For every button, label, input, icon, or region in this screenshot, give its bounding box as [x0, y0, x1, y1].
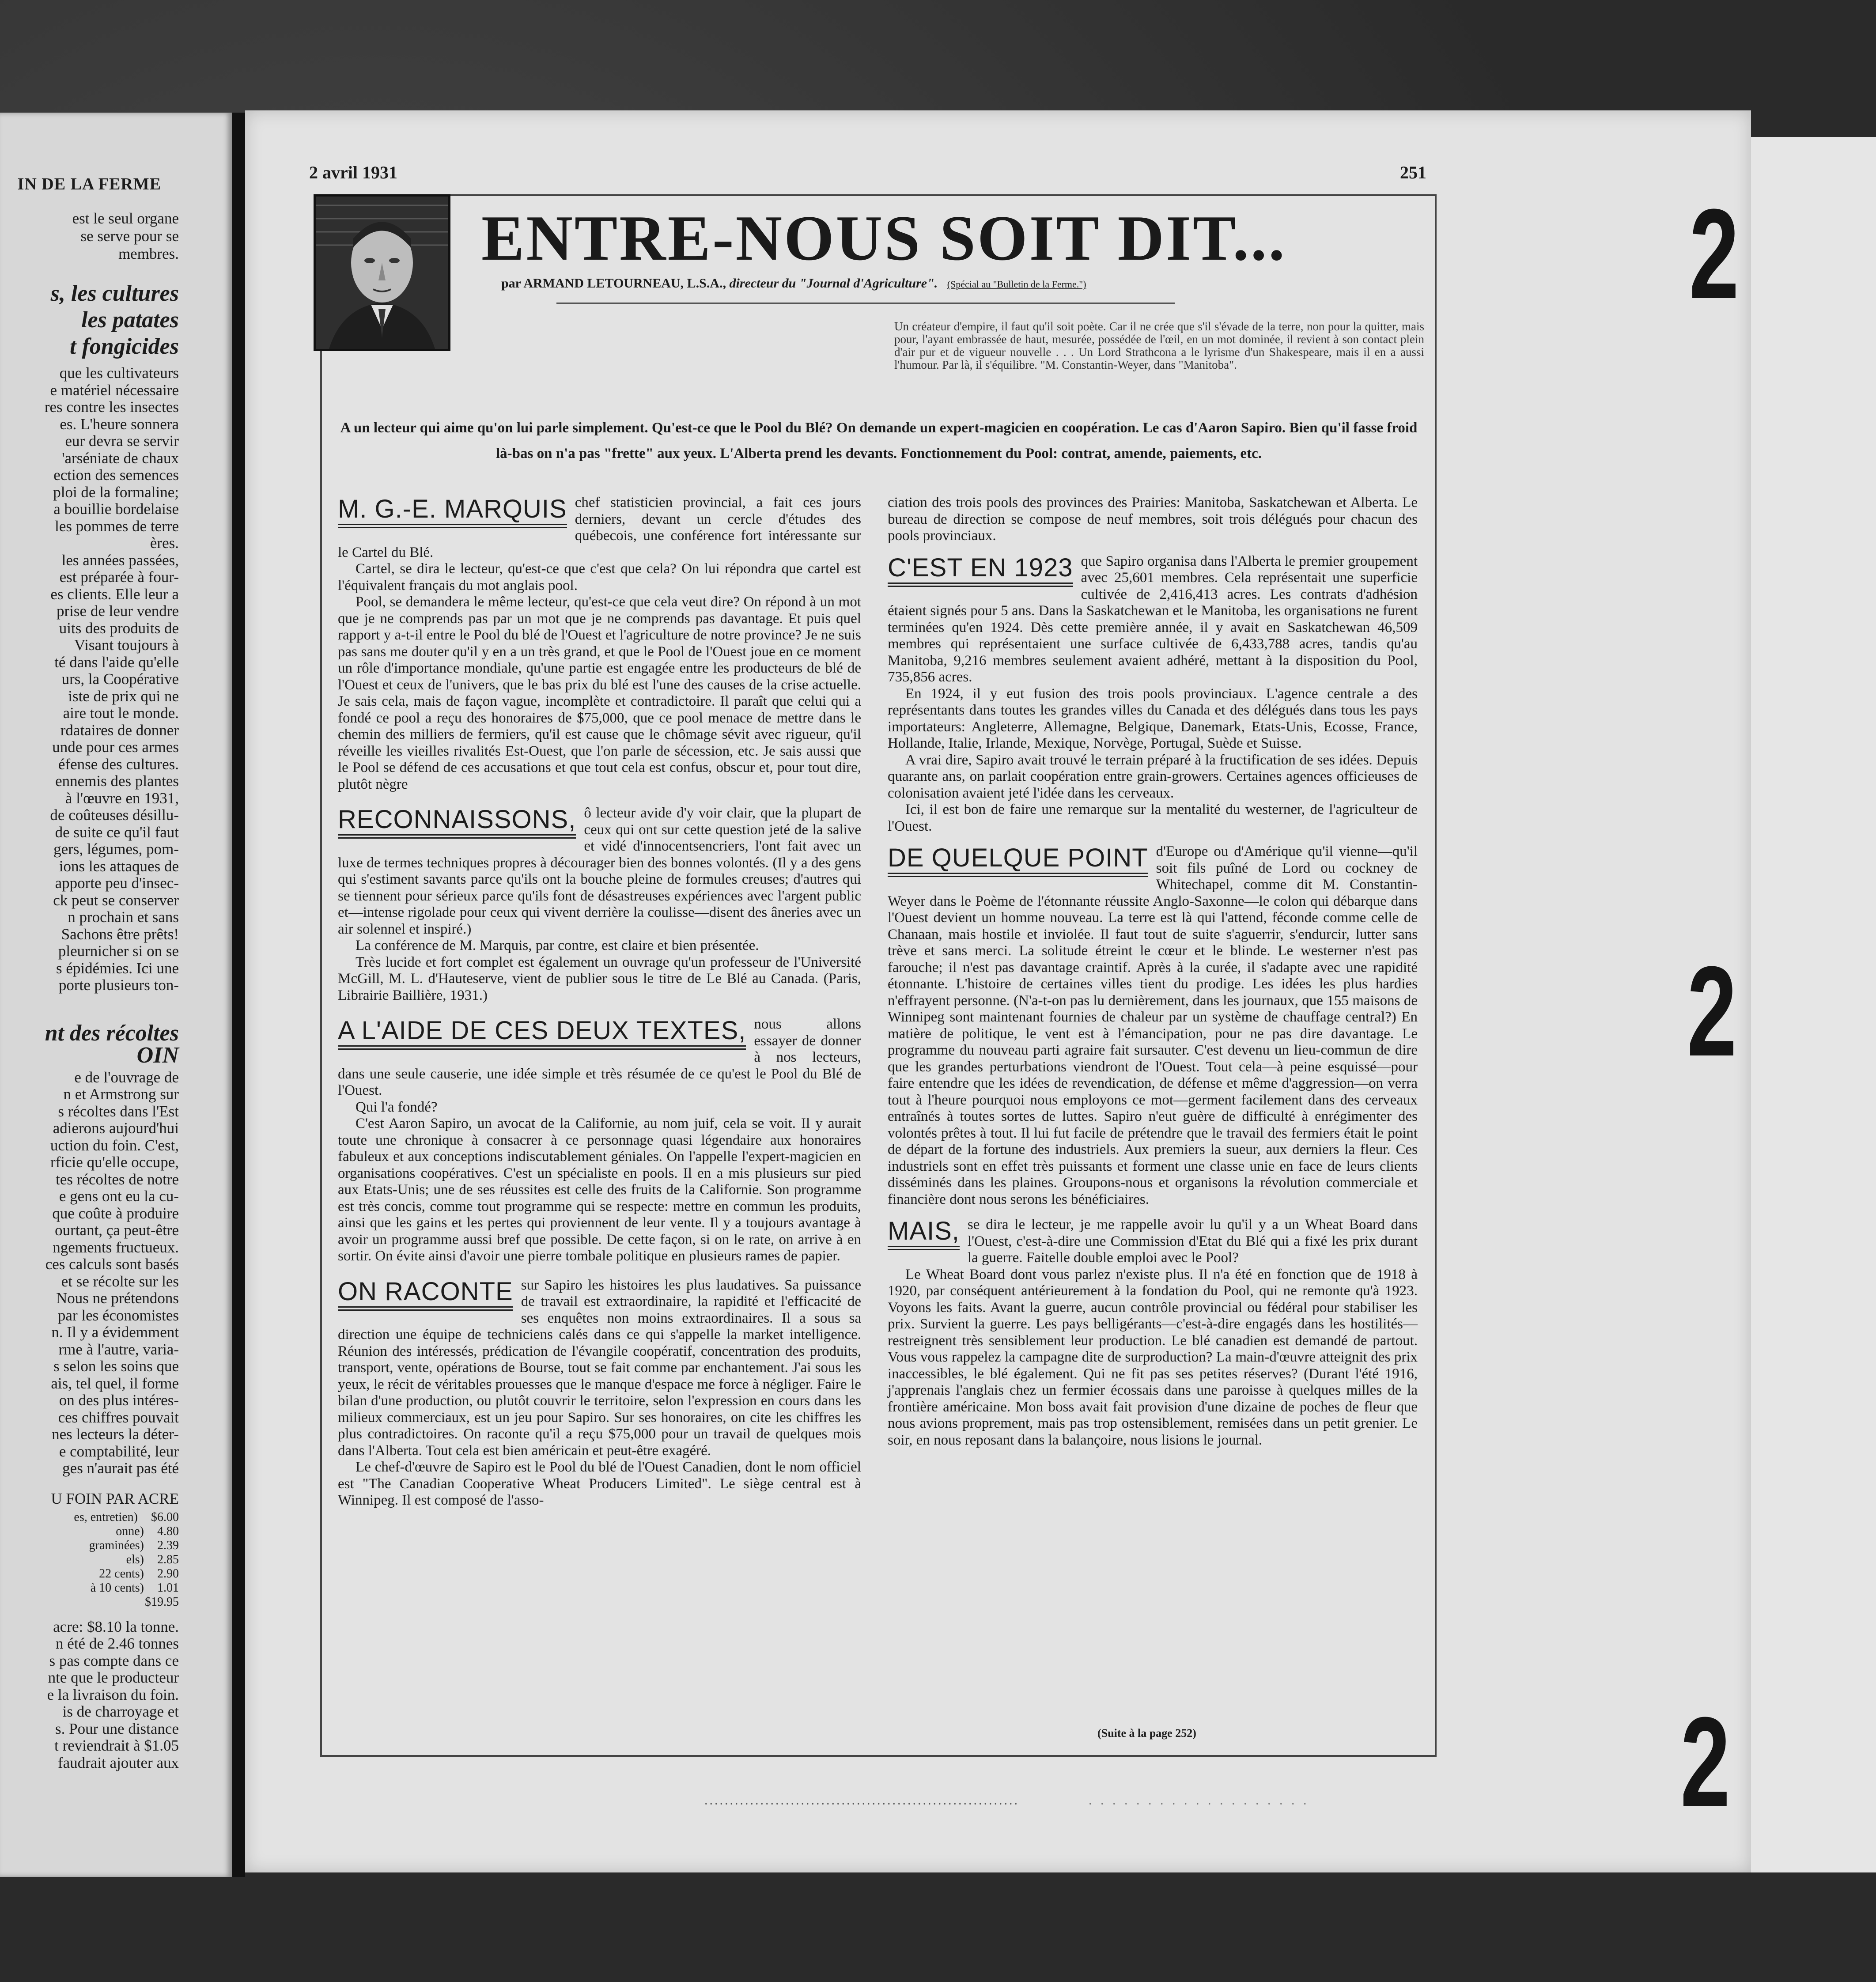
- left-page-line: on des plus intéres-: [59, 1392, 179, 1409]
- paragraph: En 1924, il y eut fusion des trois pools provinciaux. L'agence centrale a des représentants dans toutes les grandes villes du Canada et des délégués dans tous les pays importateurs: Angleterre, Allemagne, Belgique, Danemark, Etats-Unis, Ecosse, France, Hollande, Italie, Irlande, Mexique, Norvège, Portugal, Suède et Suisse.: [888, 685, 1418, 751]
- left-page-line: s. Pour une distance: [55, 1720, 179, 1737]
- left-page-line: n été de 2.46 tonnes: [56, 1635, 179, 1652]
- left-page-line: res contre les insectes: [44, 398, 179, 416]
- left-page-line: porte plusieurs ton-: [58, 976, 179, 994]
- author-role: directeur du "Journal d'Agriculture".: [729, 276, 938, 291]
- left-page-line: membres.: [118, 245, 179, 262]
- left-page-line: ions les attaques de: [59, 857, 179, 875]
- left-page-line: nte que le producteur: [48, 1669, 179, 1686]
- section-heading: A L'AIDE DE CES DEUX TEXTES,: [338, 1018, 746, 1050]
- left-page-table-title: U FOIN PAR ACRE: [51, 1490, 179, 1507]
- left-page-line: ck peut se conserver: [53, 891, 179, 909]
- left-page-line: e la livraison du foin.: [47, 1686, 179, 1703]
- left-page-line: urs, la Coopérative: [61, 670, 179, 688]
- paragraph: Le Wheat Board dont vous parlez n'existe plus. Il n'a été en fonction que de 1918 à 1920, par conséquent antérieurement à la fondation du Pool, qui ne remonte qu'à 1923. Voyons les faits. Avant la guerre, aucun contrôle provincial ou fédéral pour stabiliser les prix. Survient la guerre. Les pays belligérants—c'est-à-dire engagés dans les hostilités—restreignent très sensiblement leur production. Le blé canadien est demandé de partout. Vous vous rappelez la campagne dite de surproduction? La main-d'œuvre atteignit des prix inaccessibles, le blé également. Qui ne fit pas ses petites réserves? (Durant l'été 1916, j'apprenais l'anglais chez un fermier écossais dans une paroisse à quelques milles de la frontière américaine. Mon boss avait fait provision d'une dizaine de poches de fleur que nous avions proprement, mais pas trop ostensiblement, remisées dans un petit grenier. Le soir, en nous reposant dans la balançoire, nous lisions le journal.: [888, 1266, 1418, 1448]
- left-page-line: iste de prix qui ne: [68, 687, 179, 705]
- section-heading: C'EST EN 1923: [888, 555, 1073, 587]
- left-page-table-row: [126, 1553, 179, 1567]
- table-row-label: onne): [116, 1524, 144, 1538]
- left-page-line: Visant toujours à: [74, 636, 179, 654]
- left-page-line: s selon les soins que: [53, 1358, 179, 1375]
- frame-marker: 2: [1687, 940, 1737, 1083]
- left-page-line: té dans l'aide qu'elle: [54, 653, 179, 671]
- table-row-value: 2.39: [157, 1538, 179, 1552]
- table-row-label: els): [126, 1552, 144, 1566]
- left-page-line: se serve pour se: [80, 227, 179, 245]
- frame-marker: 2: [1680, 1691, 1730, 1834]
- table-row-label: à 10 cents): [90, 1581, 144, 1595]
- paragraph: Qui l'a fondé?: [356, 1099, 438, 1115]
- paragraph: Très lucide et fort complet est également un ouvrage qu'un professeur de l'Université McGill, M. L. d'Hauteserve, vient de publier sous le titre de Le Blé au Canada. (Paris, Librairie Baillière, 1931.): [338, 954, 861, 1003]
- continued-note: (Suite à la page 252): [1097, 1727, 1196, 1740]
- left-page-line: rficie qu'elle occupe,: [50, 1154, 179, 1171]
- left-page-line: rme à l'autre, varia-: [58, 1340, 179, 1358]
- left-page-line: n prochain et sans: [68, 908, 179, 926]
- section-heading: ON RACONTE: [338, 1279, 513, 1311]
- left-page-line: éfense des cultures.: [58, 755, 179, 773]
- left-page-table-row: [116, 1524, 179, 1539]
- left-page-line: unde pour ces armes: [52, 738, 179, 756]
- left-page-line: faudrait ajouter aux: [57, 1754, 179, 1771]
- left-page-heading: OIN: [136, 1042, 179, 1068]
- left-page-line: ces chiffres pouvait: [58, 1408, 179, 1426]
- left-page-line: s récoltes dans l'Est: [58, 1102, 179, 1120]
- author-name: ARMAND LETOURNEAU, L.S.A.,: [523, 276, 726, 291]
- left-page-line: à l'œuvre en 1931,: [65, 789, 179, 807]
- byline: [501, 276, 1086, 291]
- title-rule: [556, 303, 1175, 304]
- table-row-label: es, entretien): [74, 1510, 138, 1524]
- table-row-value: 4.80: [157, 1524, 179, 1538]
- left-page-line: is de charroyage et: [62, 1703, 179, 1720]
- article-column-left: [338, 495, 861, 1509]
- paragraph: Cartel, se dira le lecteur, qu'est-ce que c'est que cela? On lui répondra que cartel est l'équivalent français du mot anglais pool.: [338, 561, 861, 594]
- left-page-heading: t fongicides: [70, 334, 179, 359]
- left-page-line: e matériel nécessaire: [50, 381, 179, 399]
- paragraph: Ici, il est bon de faire une remarque sur la mentalité du westerner, de l'agriculteur de l'Ouest.: [888, 802, 1418, 834]
- left-page-line: n et Armstrong sur: [63, 1086, 179, 1103]
- left-page-line: les années passées,: [61, 551, 179, 569]
- paragraph: ciation des trois pools des provinces des Prairies: Manitoba, Saskatchewan et Alberta. Le bureau de direction se compose de neuf membres, soit trois délégués pour chacun des pools provinciaux.: [888, 495, 1418, 544]
- paragraph: Pool, se demandera le même lecteur, qu'est-ce que cela veut dire? On répond à un mot que je ne comprends pas par un mot que je ne comprends pas davantage. Et puis quel rapport y a-t-il entre le Pool du blé de l'Ouest et l'agriculture de notre province? Je ne suis pas sans me douter qu'il y en a un très grand, et que le Pool de l'Ouest joue en ce moment un rôle d'importance mondiale, qu'une partie est engagée entre les producteurs de blé de l'Ouest et ceux de l'univers, que le bas prix du blé est l'une des causes de la crise actuelle. Je sais cela, mais de façon vague, incomplète et contradictoire. Il paraît que celui qui a fondé ce pool a reçu des honoraires de $75,000, que ce pool menace de mettre dans le chemin des milliers de fermiers, qu'il est cause que le chômage sévit avec rigueur, qu'il réveille les vieilles rivalités Est-Ouest, que l'on parle de sécession, etc. Je sais aussi que le Pool se défend de ces accusations et que tout cela est confus, obscur et, pour tout dire, plutôt nègre: [338, 594, 861, 792]
- previous-page-fragment: [0, 113, 232, 1877]
- left-page-line: de suite ce qu'il faut: [55, 823, 179, 841]
- left-page-line: acre: $8.10 la tonne.: [53, 1618, 179, 1635]
- table-row-value: 1.01: [157, 1581, 179, 1595]
- left-page-heading: nt des récoltes: [45, 1020, 179, 1046]
- left-page-table-row: [91, 1581, 179, 1595]
- paragraph: se dira le lecteur, je me rappelle avoir lu qu'il y a un Wheat Board dans l'Ouest, c'est-à-dire une Commission d'Etat du Blé qui a fixé les prix durant la guerre. Faitelle double emploi avec le Pool?: [967, 1217, 1418, 1266]
- left-page-line: les pommes de terre: [55, 517, 179, 535]
- left-page-line: ères.: [150, 534, 179, 552]
- left-page-line: pleurnicher si on se: [58, 942, 179, 960]
- left-page-line: est le seul organe: [72, 210, 179, 227]
- left-page-line: est préparée à four-: [59, 568, 179, 586]
- section-heading: DE QUELQUE POINT: [888, 845, 1148, 877]
- article-column-right: [888, 495, 1418, 1449]
- left-page-line: ais, tel quel, il forme: [51, 1374, 179, 1392]
- left-page-line: uction du foin. C'est,: [50, 1136, 179, 1154]
- left-page-line: que les cultivateurs: [59, 364, 179, 382]
- left-page-line: 'arséniate de chaux: [62, 449, 179, 467]
- left-page-line: s épidémies. Ici une: [56, 959, 179, 977]
- table-row-label: 22 cents): [99, 1566, 144, 1581]
- left-page-line: es clients. Elle leur a: [50, 585, 179, 603]
- left-page-line: ection des semences: [53, 466, 179, 484]
- page-bottom-dots: ..............................................................: [704, 1793, 1019, 1808]
- page-bottom-dots: . . . . . . . . . . . . . . . . . . .: [1089, 1793, 1309, 1808]
- left-page-line: que coûte à produire: [52, 1204, 179, 1222]
- left-page-line: rdataires de donner: [60, 721, 179, 739]
- left-page-table-row: [89, 1539, 179, 1553]
- left-page-line: e gens ont eu la cu-: [59, 1188, 179, 1205]
- left-page-line: apporte peu d'insec-: [55, 874, 179, 892]
- left-page-line: s pas compte dans ce: [49, 1652, 179, 1669]
- left-page-line: eur devra se servir: [65, 432, 179, 450]
- left-page-line: e comptabilité, leur: [59, 1442, 179, 1460]
- paragraph: Le chef-d'œuvre de Sapiro est le Pool du blé de l'Ouest Canadien, dont le nom officiel est "The Canadian Cooperative Wheat Producers Limited". Le siège central est à Winnipeg. Il est composé de l'asso-: [338, 1459, 861, 1508]
- left-page-line: n. Il y a évidemment: [51, 1324, 179, 1341]
- left-page-line: nes lecteurs la déter-: [52, 1426, 179, 1443]
- table-row-value: 2.90: [157, 1566, 179, 1581]
- page-number: 251: [1400, 163, 1426, 182]
- left-page-table-row: [74, 1510, 179, 1524]
- left-page-line: ces calculs sont basés: [45, 1256, 179, 1273]
- table-row-value: $19.95: [145, 1595, 179, 1609]
- epigraph: Un créateur d'empire, il faut qu'il soit poète. Car il ne crée que s'il s'évade de la terre, non pour la quitter, mais pour, l'ayant embrassée de haut, mesurée, possédée de l'œil, en un mot dominée, il revient à son contact plein d'air pur et de vigueur nouvelle . . . Un Lord Strathcona a le lyrisme d'un Shakespeare, mais il en a aussi l'humour. Par là, il s'équilibre. "M. Constantin-Weyer, dans "Manitoba".: [894, 320, 1424, 371]
- left-page-line: adierons aujourd'hui: [53, 1120, 179, 1137]
- byline-prefix: par: [501, 276, 521, 291]
- left-page-line: uits des produits de: [59, 619, 179, 637]
- left-page-line: ngements fructueux.: [53, 1238, 179, 1256]
- left-page-line: ploi de la formaline;: [53, 483, 179, 501]
- left-page-line: tes récoltes de notre: [56, 1170, 179, 1188]
- table-row-value: 2.85: [157, 1552, 179, 1566]
- paragraph: que Sapiro organisa dans l'Alberta le premier groupement avec 25,601 membres. Cela représentait une superficie cultivée de 2,416,413 acres. Les contrats d'adhésion étaient signés pour 5 ans. Dans la Saskatchewan et le Manitoba, les organisations ne furent terminées qu'en 1924. Dès cette première année, il y avait en Saskatchewan 46,509 membres qui représentaient une surface cultivée de 6,433,788 acres, tandis qu'au Manitoba, 9,216 membres seulement avaient adhéré, mettant à la disposition du Pool, 735,856 acres.: [888, 553, 1418, 685]
- left-page-line: ennemis des plantes: [55, 772, 179, 790]
- left-page-line: ourtant, ça peut-être: [55, 1222, 179, 1239]
- paragraph: sur Sapiro les histoires les plus laudatives. Sa puissance de travail est extraordinaire, la rapidité et l'efficacité de ses enquêtes non moins extraordinaires. Il a sous sa direction une équipe de techniciens calés dans ce qui s'appelle la market intelligence. Réunion des intéressés, prédication de l'évangile coopératif, concentration des produits, transport, vente, opérations de Bourse, tout se fait comme par enchantement. J'ai sous les yeux, le récit de véritables prouesses que le manque d'espace me force à négliger. Faire le bilan d'une production, ou plutôt couvrir le territoire, selon l'expression en cours dans les milieux commerciaux, est un jeu pour Sapiro. Sur ses honoraires, on cite les chiffres les plus contradictoires. On raconte qu'il a reçu $75,000 pour un travail de quelques mois dans l'Alberta. Tout cela est bien américain et peut-être exagéré.: [338, 1277, 861, 1459]
- left-page-line: gers, légumes, pom-: [53, 840, 179, 858]
- section-heading: RECONNAISSONS,: [338, 807, 576, 839]
- paragraph: La conférence de M. Marquis, par contre, est claire et bien présentée.: [356, 938, 759, 953]
- page-gutter: [232, 113, 245, 1877]
- paragraph: d'Europe ou d'Amérique qu'il vienne—qu'il soit fils puîné de Lord ou cockney de Whitechapel, comme dit M. Constantin-Weyer dans le Poème de l'étonnante réussite Anglo-Saxonne—le colon qui débarque dans l'Ouest devient un homme nouveau. La terre est là qui l'attend, féconde comme celle de Chanaan, mais hostile et inviolée. Il faut tout de suite s'aguerrir, s'endurcir, lutter sans trève et sans merci. La solitude étreint le cœur et le blinde. Le westerner n'est pas farouche; il n'est pas davantage craintif. Après à la curée, il s'adapte avec une rapidité étonnante. L'histoire de certaines villes tient du prodige. Les idées les plus hardies n'effrayent personne. (N'a-t-on pas lu dernièrement, dans les journaux, que 155 maisons de Winnipeg sont maintenant fournies de chaleur par un système de chauffage central?) En matière de politique, le vent est à l'émancipation, pour ne pas dire davantage. Le programme du nouveau parti agraire fait sursauter. C'est devenu un lieu-commun de dire que les grandes perturbations viendront de l'Ouest. Tout cela—à peine esquissé—pour faire entendre que les idées de revendication, de défense et même d'aggression—on verra tout à l'heure pourquoi nous employons ce mot—germent facilement dans des cerveaux entraînés à toutes sortes de luttes. Sapiro n'eut guère de difficulté à enrégimenter des volontés prêtes à tout. Il lui fut facile de prétendre que le travail des fermiers était le point de départ de la fortune des industriels. Aux premiers la sueur, aux derniers la fleur. Ces industriels sont en effet très puissants et forment une classe unie en face de leurs clients disséminés dans les plaines. Groupons-nous et organisons la révolution commerciale et financière dont nous serons les bénéficiaires.: [888, 843, 1418, 1207]
- special-note: (Spécial au "Bulletin de la Ferme."): [947, 279, 1086, 290]
- left-page-table-row: [99, 1567, 179, 1581]
- left-page-line: Nous ne prétendons: [56, 1290, 179, 1307]
- left-page-line: et se récolte sur les: [61, 1272, 179, 1290]
- left-page-line: aire tout le monde.: [63, 704, 179, 722]
- paragraph: chef statisticien provincial, a fait ces jours derniers, devant un cercle d'études des québecois, une conférence fort intéressante sur le Cartel du Blé.: [338, 495, 861, 560]
- paragraph: A vrai dire, Sapiro avait trouvé le terrain préparé à la fructification de ses idées. Depuis quarante ans, on parlait coopération entre grain-growers. Certaines agences officieuses de colonisation avaient jeté l'idée dans les cerveaux.: [888, 752, 1418, 801]
- issue-date: 2 avril 1931: [309, 163, 397, 182]
- portrait-illustration: [316, 197, 448, 349]
- left-page-line: e de l'ouvrage de: [74, 1068, 179, 1086]
- left-page-heading: s, les cultures: [50, 281, 179, 306]
- left-page-line: t reviendrait à $1.05: [54, 1737, 179, 1754]
- left-page-line: Sachons être prêts!: [61, 925, 179, 943]
- frame-marker: 2: [1689, 182, 1739, 325]
- left-page-line: ges n'aurait pas été: [62, 1460, 179, 1477]
- paragraph: nous allons essayer de donner à nos lecteurs, dans une seule causerie, une idée simple et très résumée de ce qu'est le Pool du Blé de l'Ouest.: [338, 1016, 861, 1098]
- author-portrait: [314, 194, 450, 351]
- left-page-table-row: [132, 1595, 179, 1609]
- section-heading: MAIS,: [888, 1218, 960, 1250]
- left-page-header: IN DE LA FERME: [17, 175, 161, 193]
- paragraph: C'est Aaron Sapiro, un avocat de la Californie, au nom juif, cela se voit. Il y aurait toute une chronique à consacrer à ce personnage quasi légendaire aux honoraires fabuleux et aux conceptions indiscutablement géniales. On l'appelle l'expert-magicien en organisations coopératives. C'est un spécialiste en pools. Il en a mis plusieurs sur pied aux Etats-Unis; une de ses réussites est celle des fruits de la Californie. Son programme est très concis, comme tout programme qui se respecte: mettre en commun les produits, ainsi que les gains et les pertes qui proviennent de leur vente. Il y a toujours avantage à avoir un programme aussi bref que possible. De cette façon, si on le rate, on arrive à en sortir. On évite ainsi d'avoir une pierre tombale politique en plusieurs rames de papier.: [338, 1116, 861, 1264]
- left-page-line: es. L'heure sonnera: [60, 415, 179, 433]
- article-title: ENTRE-NOUS SOIT DIT...: [481, 202, 1286, 274]
- left-page-heading: les patates: [81, 307, 179, 333]
- article-summary: A un lecteur qui aime qu'on lui parle simplement. Qu'est-ce que le Pool du Blé? On demande un expert-magicien en coopération. Le cas d'Aaron Sapiro. Bien qu'il fasse froid là-bas on n'a pas "frette" aux yeux. L'Alberta prend les devants. Fonctionnement du Pool: contrat, amende, paiements, etc.: [340, 420, 1418, 461]
- left-page-line: de coûteuses désillu-: [50, 806, 179, 824]
- left-page-line: prise de leur vendre: [57, 602, 179, 620]
- paragraph: ô lecteur avide d'y voir clair, que la plupart de ceux qui ont sur cette question jeté de la salive et vidé d'innocentsencriers, l'ont fait avec un luxe de termes techniques propres à décourager bien des bonnes volontés. (Il y a des gens qui s'estiment savants parce qu'ils ont la bouche pleine de formules creuses; d'autres qui se tiennent pour sérieux parce qu'ils font de désastreuses expériences avec l'argent public et—intense rigolade pour ceux qui vivent derrière la coulisse—disent des âneries avec un air solennel et inspiré.): [338, 805, 861, 937]
- film-margin-strip: [1751, 137, 1876, 1872]
- left-page-line: par les économistes: [57, 1306, 179, 1324]
- left-page-line: a bouillie bordelaise: [53, 500, 179, 518]
- table-row-label: graminées): [89, 1538, 144, 1552]
- table-row-value: $6.00: [151, 1510, 179, 1524]
- section-heading: M. G.-E. MARQUIS: [338, 496, 567, 528]
- newspaper-page: [245, 110, 1751, 1872]
